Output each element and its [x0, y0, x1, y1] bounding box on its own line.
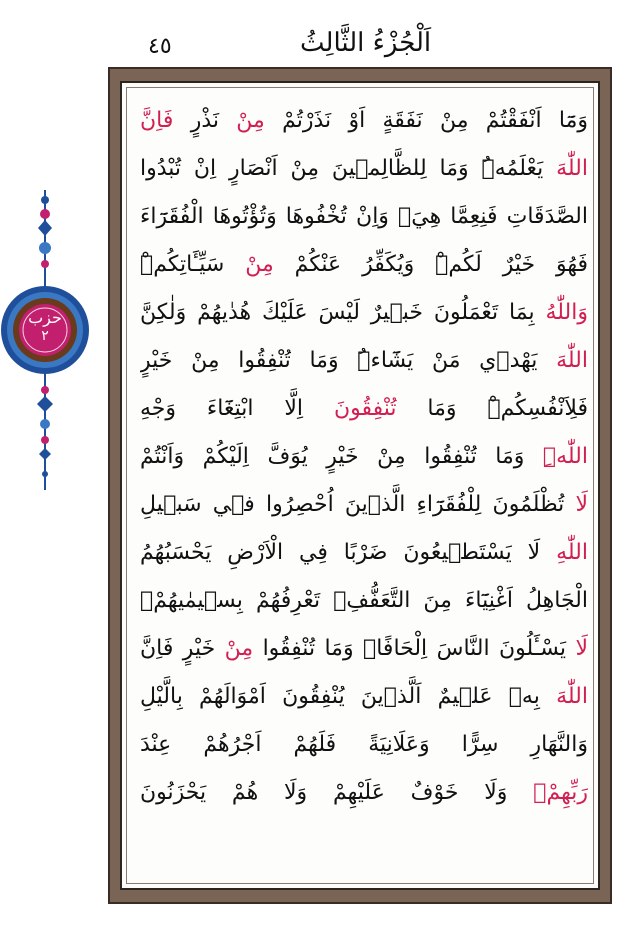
- text-line: [140, 193, 588, 241]
- text-segment: تُنْفِقُونَ: [333, 396, 397, 421]
- text-segment: بِمَا تَعْمَلُونَ خَبٖيرٌ: [359, 300, 546, 325]
- text-line: [140, 289, 588, 337]
- text-segment: يَسْـَٔلُونَ النَّاسَ اِلْحَافًاۜ وَمَا تُنْفِقُوا: [253, 636, 576, 661]
- text-area: [120, 81, 600, 890]
- text-segment: وَمَا تُنْفِقُوا مِنْ خَيْرٍ يُوَفَّ اِلَيْكُمْ وَاَنْتُمْ: [140, 444, 543, 469]
- text-segment: وَلَا خَوْفٌ عَلَيْهِمْ وَلَا هُمْ يَحْزَنُونَ: [140, 780, 534, 805]
- text-segment: لَا: [575, 492, 588, 517]
- text-segment: مِنْ: [245, 252, 274, 277]
- hizb-number: ٢: [41, 328, 49, 344]
- text-line: [140, 337, 588, 385]
- text-segment: خَيْرٍ فَاِنَّ: [140, 636, 225, 661]
- text-segment: سَيِّـَٔاتِكُمْۜ: [140, 252, 246, 277]
- text-segment: اللّٰهَ: [556, 156, 588, 181]
- text-line: [140, 577, 588, 625]
- juz-title: اَلْجُزْءُ الثَّالِثُ: [300, 28, 432, 58]
- text-segment: مِنْ: [224, 636, 254, 661]
- text-segment: فَهُوَ خَيْرٌ لَكُمْۜ وَيُكَفِّرُ عَنْكُمْ: [273, 252, 588, 277]
- text-segment: اللّٰهَ: [556, 348, 588, 373]
- text-segment: فَاِنَّ: [140, 108, 174, 133]
- text-line: [140, 241, 588, 289]
- text-segment: رَبِّهِمْۚ: [533, 780, 588, 805]
- text-segment: لِلْفُقَرَٓاءِ الَّذٖينَ اُحْصِرُوا فٖي سَبٖيلِ: [140, 492, 482, 517]
- text-segment: يَهْدٖي مَنْ يَشَٓاءُۜ وَمَا تُنْفِقُوا مِنْ خَيْرٍ: [140, 348, 557, 373]
- text-segment: اَلَّذٖينَ يُنْفِقُونَ اَمْوَالَهُمْ بِالَّيْلِ: [140, 684, 422, 709]
- text-segment: وَالنَّهَارِ سِرًّا وَعَلَانِيَةً فَلَهُمْ اَجْرُهُمْ عِنْدَ: [140, 732, 588, 757]
- quran-text: [140, 97, 588, 817]
- text-segment: اللّٰهَ: [556, 684, 588, 709]
- text-segment: اللّٰهِ: [556, 540, 588, 565]
- text-segment: اِنْ تُبْدُوا: [140, 156, 217, 181]
- text-line: [140, 769, 588, 817]
- page-frame: [108, 67, 612, 904]
- text-line: [140, 673, 588, 721]
- text-line: [140, 97, 588, 145]
- text-segment: نَذْرٍ: [173, 108, 237, 133]
- text-segment: فَلِاَنْفُسِكُمْۜ وَمَا: [396, 396, 588, 421]
- text-segment: يَعْلَمُهُۜ وَمَا لِلظَّالِمٖينَ مِنْ اَنْصَارٍ: [216, 156, 557, 181]
- text-line: [140, 529, 588, 577]
- text-segment: لَا: [575, 636, 588, 661]
- hizb-label: حزب: [28, 308, 62, 327]
- text-line: [140, 433, 588, 481]
- text-segment: بِهٖ عَلٖيمٌ: [421, 684, 557, 709]
- text-segment: لَا يَسْتَطٖيعُونَ ضَرْبًا فِي الْاَرْضِ يَحْسَبُهُمُ: [140, 540, 557, 565]
- text-segment: لَيْسَ عَلَيْكَ هُدٰيهُمْ وَلٰكِنَّ: [140, 300, 360, 325]
- text-line: [140, 481, 588, 529]
- text-segment: الْجَاهِلُ اَغْنِيَٓاءَ مِنَ التَّعَفُّفِۚ تَعْرِفُهُمْ بِسٖيمٰيهُمْۚ: [140, 588, 588, 613]
- text-segment: اِلَّا ابْتِغَٓاءَ وَجْهِ: [140, 396, 334, 421]
- text-line: [140, 385, 588, 433]
- text-segment: وَاللّٰهُ: [545, 300, 588, 325]
- hizb-ornament: [0, 190, 90, 490]
- text-segment: تُظْلَمُونَ: [481, 492, 576, 517]
- page-number: ٤٥: [148, 34, 172, 59]
- text-segment: الصَّدَقَاتِ فَنِعِمَّا هِيَۚ وَاِنْ تُخْفُوهَا وَتُؤْتُوهَا الْفُقَرَٓاءَ: [140, 204, 588, 229]
- text-line: [140, 145, 588, 193]
- text-segment: اللّٰهِۜ: [542, 444, 588, 469]
- text-line: [140, 721, 588, 769]
- text-segment: وَمَٓا اَنْفَقْتُمْ مِنْ نَفَقَةٍ اَوْ نَذَرْتُمْ: [264, 108, 588, 133]
- page-header: [0, 28, 633, 68]
- text-segment: مِنْ: [236, 108, 265, 133]
- text-line: [140, 625, 588, 673]
